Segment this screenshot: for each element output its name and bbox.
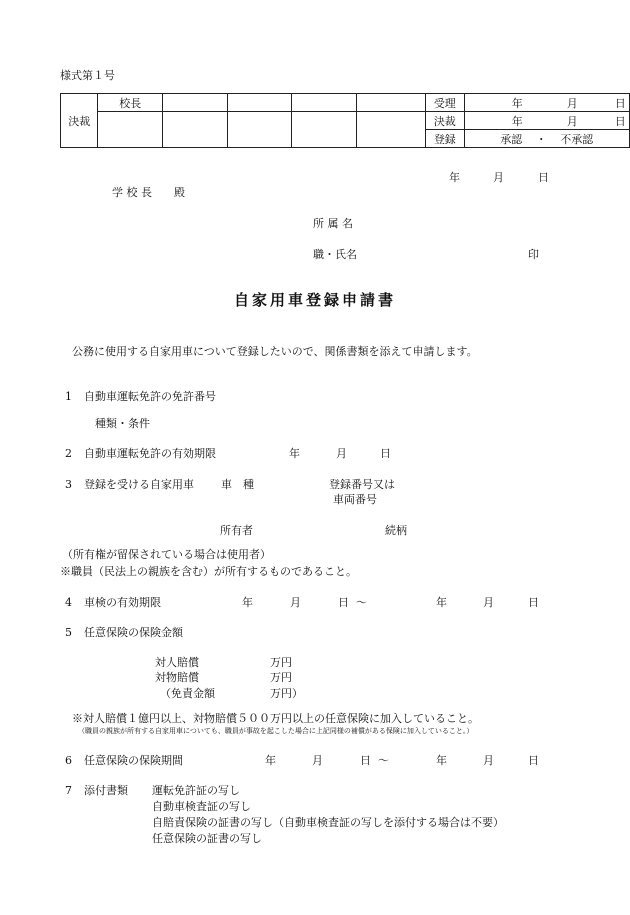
- decision-date: [464, 112, 630, 130]
- register-label: 登録: [426, 130, 464, 148]
- disapprove-option: 不承認: [560, 132, 594, 146]
- owner-condition-note: ※職員（民法上の親族を含む）が所有するものであること。: [60, 565, 357, 578]
- kessai-label: 決裁: [61, 94, 98, 148]
- attachment-item: 自動車検査証の写し: [152, 800, 251, 813]
- range-tilde: ～: [378, 754, 389, 767]
- item-number: 4: [65, 596, 72, 609]
- attachment-item: 任意保険の証書の写し: [152, 832, 262, 845]
- attachment-item: 自賠責保険の証書の写し（自動車検査証の写しを添付する場合は不要）: [152, 816, 504, 829]
- receipt-date: [464, 94, 630, 112]
- year-label: 年: [511, 96, 523, 110]
- approval-result: [464, 130, 630, 148]
- date-month: 月: [493, 171, 504, 184]
- license-expiry-label: 自動車運転免許の有効期限: [84, 447, 216, 460]
- range-tilde: ～: [356, 596, 367, 609]
- relationship-label: 続柄: [385, 524, 407, 537]
- vehicle-number-label: 車両番号: [333, 493, 377, 506]
- year-label: 年: [436, 754, 447, 767]
- day-label: 日: [614, 96, 626, 110]
- relative-insurance-note: （職員の親族が所有する自家用車についても、職員が事故を起こした場合に上記同様の補償がある保険に加入していること。）: [78, 727, 474, 735]
- car-label: 登録を受ける自家用車: [84, 478, 194, 491]
- receipt-label: 受理: [426, 94, 464, 112]
- bodily-injury-label: 対人賠償: [155, 656, 199, 669]
- insurance-amount-label: 任意保険の保険金額: [84, 626, 183, 639]
- inspection-expiry-label: 車検の有効期限: [84, 596, 161, 609]
- day-label: 日: [614, 114, 626, 128]
- principal-label: 校長: [98, 94, 163, 112]
- month-label: 月: [566, 114, 578, 128]
- addressee: 学 校 長 殿: [112, 186, 185, 199]
- license-number-label: 自動車運転免許の免許番号: [84, 390, 216, 403]
- intro-text: 公務に使用する自家用車について登録したいので、関係書類を添えて申請します。: [72, 345, 478, 358]
- day-label: 日: [528, 596, 539, 609]
- item-number: 3: [65, 478, 72, 491]
- year-label: 年: [436, 596, 447, 609]
- item-number: 6: [65, 754, 72, 767]
- year-label: 年: [511, 114, 523, 128]
- name-label: 職・氏名: [313, 248, 357, 261]
- seal-mark: 印: [528, 248, 539, 261]
- unit-label: 万円）: [270, 687, 303, 700]
- unit-label: 万円: [270, 671, 292, 684]
- day-label: 日: [360, 754, 371, 767]
- month-label: 月: [290, 596, 301, 609]
- property-damage-label: 対物賠償: [155, 671, 199, 684]
- approval-table: [60, 93, 630, 148]
- approval-box: [163, 94, 228, 112]
- attachment-item: 運転免許証の写し: [152, 784, 240, 797]
- year-label: 年: [242, 596, 253, 609]
- approval-box: [227, 94, 292, 112]
- day-label: 日: [338, 596, 349, 609]
- car-type-label: 車 種: [221, 478, 254, 491]
- date-year: 年: [449, 171, 460, 184]
- form-number: 様式第１号: [60, 69, 115, 82]
- owner-label: 所有者: [220, 524, 253, 537]
- item-number: 2: [65, 447, 72, 460]
- insurance-requirement-note: ※対人賠償１億円以上、対物賠償５００万円以上の任意保険に加入していること。: [72, 712, 479, 725]
- approval-box: [98, 112, 163, 148]
- license-type-label: 種類・条件: [95, 417, 150, 430]
- separator-dot: ・: [535, 132, 547, 146]
- unit-label: 万円: [270, 656, 292, 669]
- date-day: 日: [538, 171, 549, 184]
- approval-box: [227, 112, 292, 148]
- day-label: 日: [528, 754, 539, 767]
- month-label: 月: [483, 754, 494, 767]
- approval-box: [292, 112, 357, 148]
- document-title: 自家用車登録申請書: [233, 291, 396, 309]
- registration-number-label: 登録番号又は: [329, 478, 395, 491]
- month-label: 月: [312, 754, 323, 767]
- day-label: 日: [380, 447, 391, 460]
- item-number: 1: [65, 390, 72, 403]
- attachments-label: 添付書類: [84, 784, 128, 797]
- approval-box: [356, 94, 425, 112]
- approve-option: 承認: [500, 132, 523, 146]
- year-label: 年: [265, 754, 276, 767]
- year-label: 年: [289, 447, 300, 460]
- owner-note: （所有権が留保されている場合は使用者）: [62, 548, 271, 561]
- item-number: 5: [65, 626, 72, 639]
- month-label: 月: [483, 596, 494, 609]
- approval-box: [163, 112, 228, 148]
- affiliation-label: 所 属 名: [313, 217, 353, 230]
- insurance-period-label: 任意保険の保険期間: [84, 754, 183, 767]
- decision-label: 決裁: [426, 112, 464, 130]
- approval-box: [356, 112, 425, 148]
- item-number: 7: [65, 784, 72, 797]
- approval-box: [292, 94, 357, 112]
- month-label: 月: [336, 447, 347, 460]
- month-label: 月: [566, 96, 578, 110]
- deductible-label: （免責金額: [160, 687, 215, 700]
